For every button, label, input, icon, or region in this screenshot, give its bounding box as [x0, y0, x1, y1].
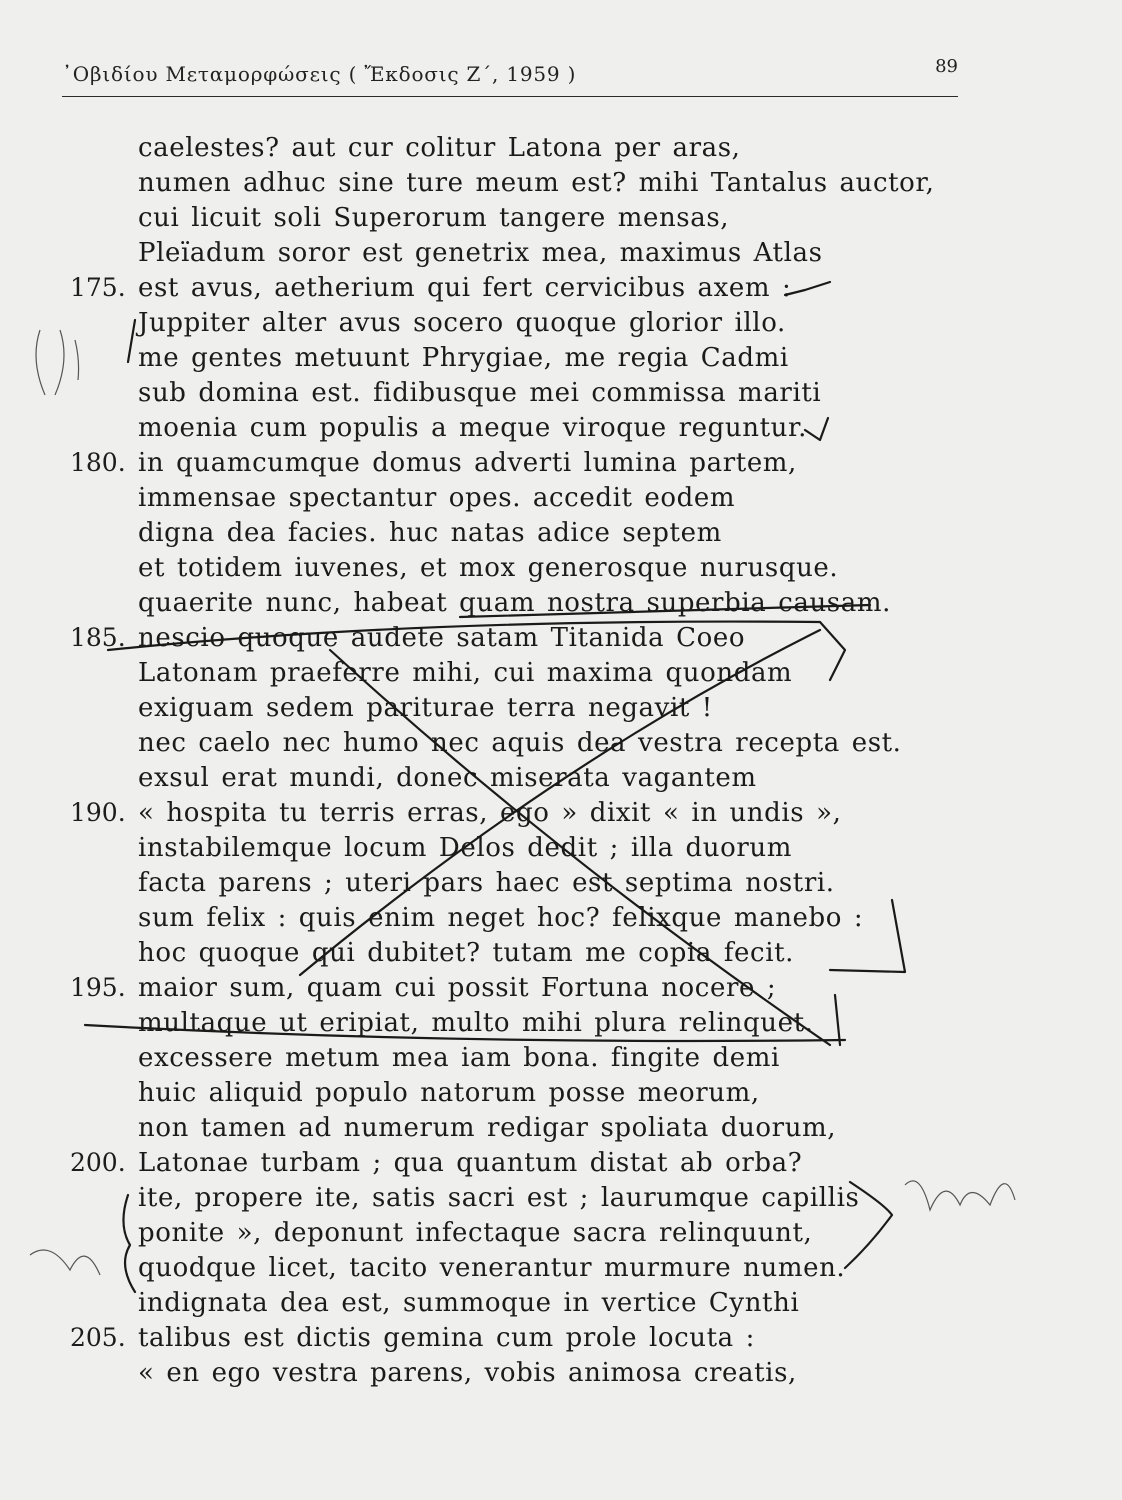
verse-text: indignata dea est, summoque in vertice Cynthi — [138, 1288, 800, 1318]
verse-line — [0, 340, 1122, 376]
verse-text: excessere metum mea iam bona. fingite demi — [138, 1043, 780, 1073]
verse-text: et totidem iuvenes, et mox generosque nurusque. — [138, 553, 839, 583]
verse-text: nec caelo nec humo nec aquis dea vestra recepta est. — [138, 728, 902, 758]
verse-text: Latonae turbam ; qua quantum distat ab orba? — [138, 1148, 803, 1178]
verse-text: hoc quoque qui dubitet? tutam me copia fecit. — [138, 938, 795, 968]
verse-text: « hospita tu terris erras, ego » dixit « in undis », — [138, 798, 842, 828]
verse-text: huic aliquid populo natorum posse meorum, — [138, 1078, 760, 1108]
verse-text: talibus est dictis gemina cum prole locuta : — [138, 1323, 755, 1353]
verse-text: quodque licet, tacito venerantur murmure numen. — [138, 1253, 846, 1283]
verse-line — [0, 725, 1122, 761]
line-number: 180. — [70, 448, 126, 477]
verse-line — [0, 830, 1122, 866]
verse-text: caelestes? aut cur colitur Latona per aras, — [138, 133, 741, 163]
verse-line — [0, 200, 1122, 236]
verse-text: « en ego vestra parens, vobis animosa creatis, — [138, 1358, 797, 1388]
verse-line — [0, 1110, 1122, 1146]
verse-text: multaque ut eripiat, multo mihi plura relinquet. — [138, 1008, 814, 1038]
verse-line — [0, 445, 1122, 481]
header-title: ᾿Οβιδίου Μεταμορφώσεις ( Ἔκδοσις Ζ΄, 1959 ) — [62, 62, 577, 86]
verse-line — [0, 480, 1122, 516]
verse-line — [0, 655, 1122, 691]
running-header — [62, 56, 958, 97]
verse-line — [0, 1145, 1122, 1181]
verse-text: quaerite nunc, habeat quam nostra superbia causam. — [138, 588, 891, 618]
verse-text: Juppiter alter avus socero quoque glorior illo. — [138, 308, 786, 338]
verse-text: immensae spectantur opes. accedit eodem — [138, 483, 736, 513]
verse-text: nescio quoque audete satam Titanida Coeo — [138, 623, 746, 653]
verse-text: cui licuit soli Superorum tangere mensas, — [138, 203, 730, 233]
verse-text: ponite », deponunt infectaque sacra relinquunt, — [138, 1218, 813, 1248]
verse-line — [0, 410, 1122, 446]
verse-line — [0, 270, 1122, 306]
verse-line — [0, 1320, 1122, 1356]
verse-text: est avus, aetherium qui fert cervicibus axem : — [138, 273, 792, 303]
verse-text: non tamen ad numerum redigar spoliata duorum, — [138, 1113, 837, 1143]
verse-line — [0, 795, 1122, 831]
line-number: 190. — [70, 798, 126, 827]
verse-line — [0, 550, 1122, 586]
verse-line — [0, 130, 1122, 166]
verse-line — [0, 1250, 1122, 1286]
verse-text: instabilemque locum Delos dedit ; illa duorum — [138, 833, 793, 863]
verse-line — [0, 1285, 1122, 1321]
verse-line — [0, 760, 1122, 796]
verse-line — [0, 1075, 1122, 1111]
verse-text: sub domina est. fidibusque mei commissa mariti — [138, 378, 822, 408]
verse-text: me gentes metuunt Phrygiae, me regia Cadmi — [138, 343, 789, 373]
line-number: 175. — [70, 273, 126, 302]
verse-line — [0, 165, 1122, 201]
verse-line — [0, 900, 1122, 936]
verse-text: digna dea facies. huc natas adice septem — [138, 518, 722, 548]
verse-line — [0, 935, 1122, 971]
verse-text: exsul erat mundi, donec miserata vagantem — [138, 763, 757, 793]
verse-line — [0, 305, 1122, 341]
verse-text: ite, propere ite, satis sacri est ; laurumque capillis — [138, 1183, 860, 1213]
line-number: 200. — [70, 1148, 126, 1177]
verse-line — [0, 515, 1122, 551]
verse-text: Pleïadum soror est genetrix mea, maximus Atlas — [138, 238, 823, 268]
verse-text: sum felix : quis enim neget hoc? felixque manebo : — [138, 903, 864, 933]
verse-line — [0, 1215, 1122, 1251]
verse-line — [0, 375, 1122, 411]
line-number: 185. — [70, 623, 126, 652]
verse-line — [0, 235, 1122, 271]
verse-line — [0, 690, 1122, 726]
line-number: 195. — [70, 973, 126, 1002]
verse-text: moenia cum populis a meque viroque reguntur. — [138, 413, 808, 443]
verse-line — [0, 620, 1122, 656]
verse-line — [0, 1355, 1122, 1391]
verse-text: Latonam praeferre mihi, cui maxima quondam — [138, 658, 793, 688]
line-number: 205. — [70, 1323, 126, 1352]
verse-text: numen adhuc sine ture meum est? mihi Tantalus auctor, — [138, 168, 935, 198]
verse-text: facta parens ; uteri pars haec est septima nostri. — [138, 868, 835, 898]
verse-line — [0, 865, 1122, 901]
verse-line — [0, 1005, 1122, 1041]
page-number: 89 — [935, 56, 958, 77]
verse-text: exiguam sedem pariturae terra negavit ! — [138, 693, 713, 723]
verse-line — [0, 1180, 1122, 1216]
verse-line — [0, 970, 1122, 1006]
verse-text: in quamcumque domus adverti lumina partem, — [138, 448, 797, 478]
verse-text: maior sum, quam cui possit Fortuna nocere ; — [138, 973, 777, 1003]
verse-line — [0, 1040, 1122, 1076]
verse-line — [0, 585, 1122, 621]
